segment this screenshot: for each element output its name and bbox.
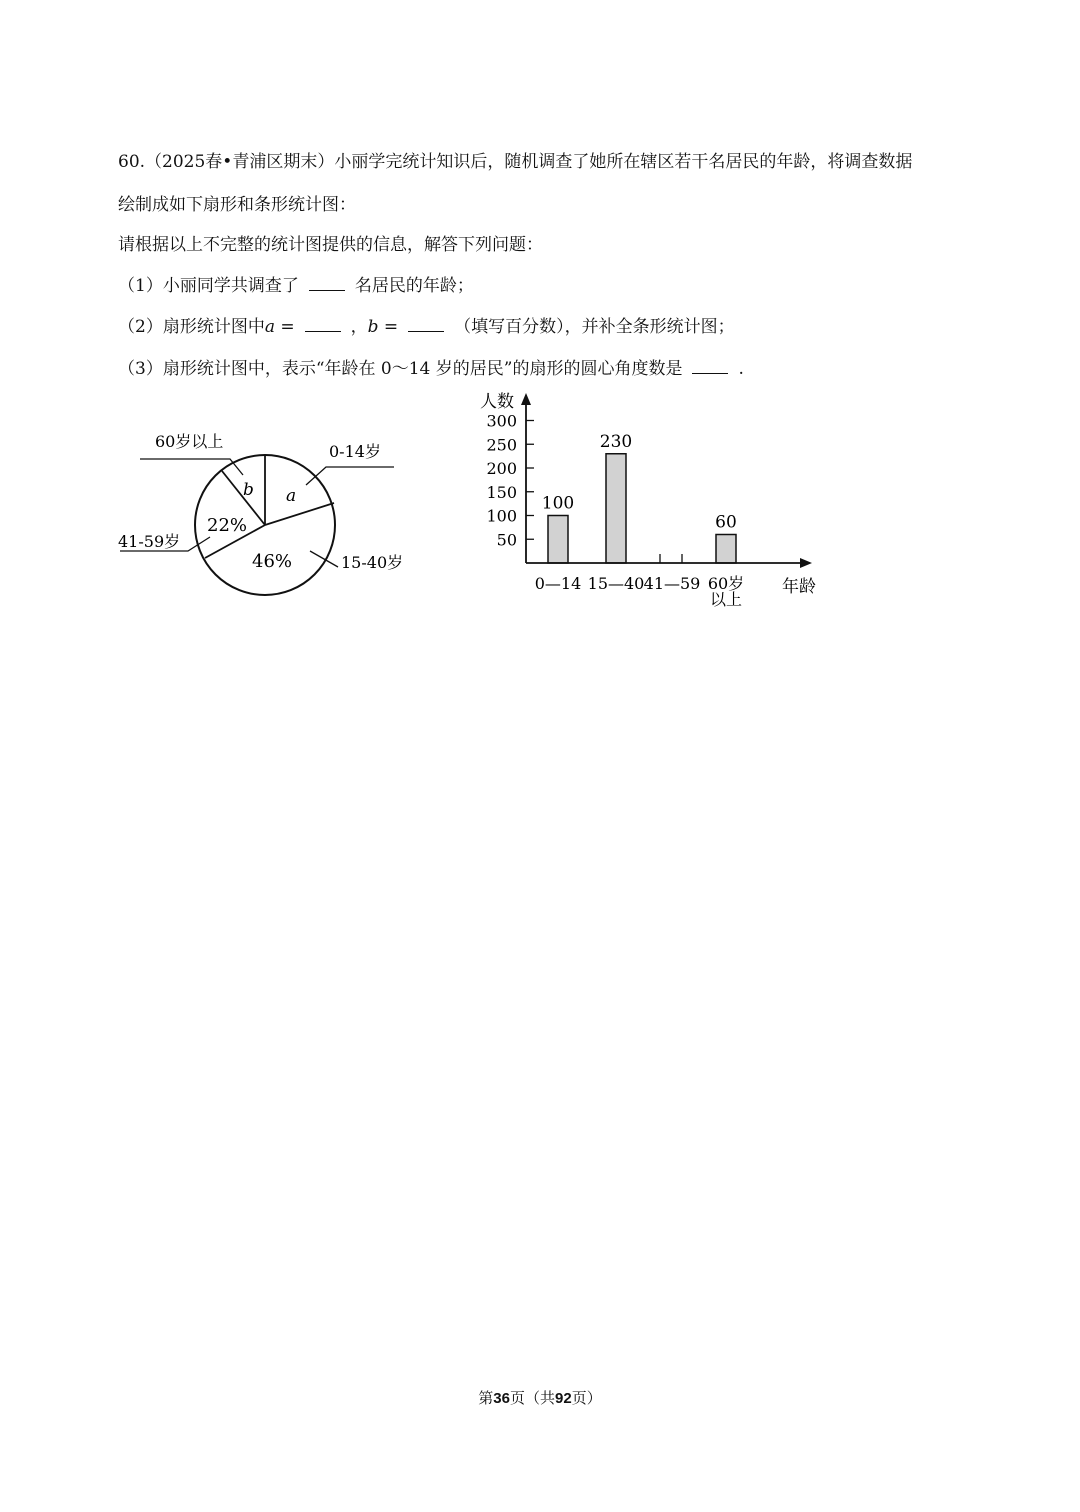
y-tick-label: 250 xyxy=(486,435,517,455)
pie-slice-label-41-59: 22% xyxy=(207,515,248,536)
bar-layer xyxy=(542,432,737,563)
y-tick-label: 150 xyxy=(486,482,517,502)
answer-blank-b[interactable] xyxy=(408,315,444,332)
x-category-label: 60岁 xyxy=(707,574,745,593)
pie-category-0-14: 0-14岁 xyxy=(329,442,381,461)
answer-blank-total[interactable] xyxy=(309,274,345,291)
page-total: 92 xyxy=(555,1390,572,1407)
y-tick-label: 200 xyxy=(486,459,517,478)
y-axis-arrow xyxy=(521,393,531,405)
pie-category-41-59: 41-59岁 xyxy=(118,532,181,551)
question-stem: 小丽学完统计知识后，随机调查了她所在辖区若干名居民的年龄，将调查数据 xyxy=(334,152,913,172)
bar-data-label: 100 xyxy=(541,493,575,514)
pie-slice-label-a: a xyxy=(286,486,297,506)
x-category-label: 以上 xyxy=(709,590,743,609)
bar-data-label: 60 xyxy=(715,512,737,533)
answer-blank-a[interactable] xyxy=(305,315,341,332)
leader-line-0-14 xyxy=(306,467,394,485)
bar xyxy=(716,535,736,564)
y-tick-label: 100 xyxy=(486,506,517,526)
question-source: （2025春•青浦区期末） xyxy=(145,152,335,172)
page-number: 36 xyxy=(493,1390,510,1407)
question-number: 60. xyxy=(118,152,146,172)
x-category-label: 41—59 xyxy=(643,574,701,593)
leader-line-15-40 xyxy=(310,551,338,567)
bar-data-label: 230 xyxy=(599,431,633,452)
y-tick-label: 300 xyxy=(486,411,517,431)
question-instruction: 请根据以上不完整的统计图提供的信息，解答下列问题： xyxy=(118,235,543,255)
bar-chart xyxy=(470,385,830,610)
pie-chart xyxy=(110,415,420,615)
question-part-2: （2）扇形统计图中a = ，b = （填写百分数），并补全条形统计图； xyxy=(118,317,735,337)
y-axis-label: 人数 xyxy=(480,392,514,412)
question-stem-line1 xyxy=(118,150,912,174)
question-part-3: （3）扇形统计图中，表示“年龄在 0～14 岁的居民”的扇形的圆心角度数是 . xyxy=(118,359,744,379)
x-category-label: 15—40 xyxy=(587,574,645,593)
x-category-label: 0—14 xyxy=(534,574,582,593)
y-tick-label: 50 xyxy=(496,530,517,550)
pie-divider-right xyxy=(265,503,334,525)
x-axis-label: 年龄 xyxy=(782,577,816,597)
pie-category-15-40: 15-40岁 xyxy=(341,553,404,572)
bar xyxy=(606,454,626,563)
x-axis-arrow xyxy=(800,558,812,568)
question-stem-line2: 绘制成如下扇形和条形统计图： xyxy=(118,195,356,215)
x-categories xyxy=(535,574,744,609)
pie-slice-label-15-40: 46% xyxy=(252,551,293,572)
page-footer: 第36页（共92页） xyxy=(478,1390,602,1407)
pie-slice-label-b: b xyxy=(243,480,254,500)
bar xyxy=(548,516,568,564)
pie-category-60plus: 60岁以上 xyxy=(155,432,224,451)
question-part-1: （1）小丽同学共调查了 名居民的年龄； xyxy=(118,276,474,296)
answer-blank-angle[interactable] xyxy=(692,357,728,374)
